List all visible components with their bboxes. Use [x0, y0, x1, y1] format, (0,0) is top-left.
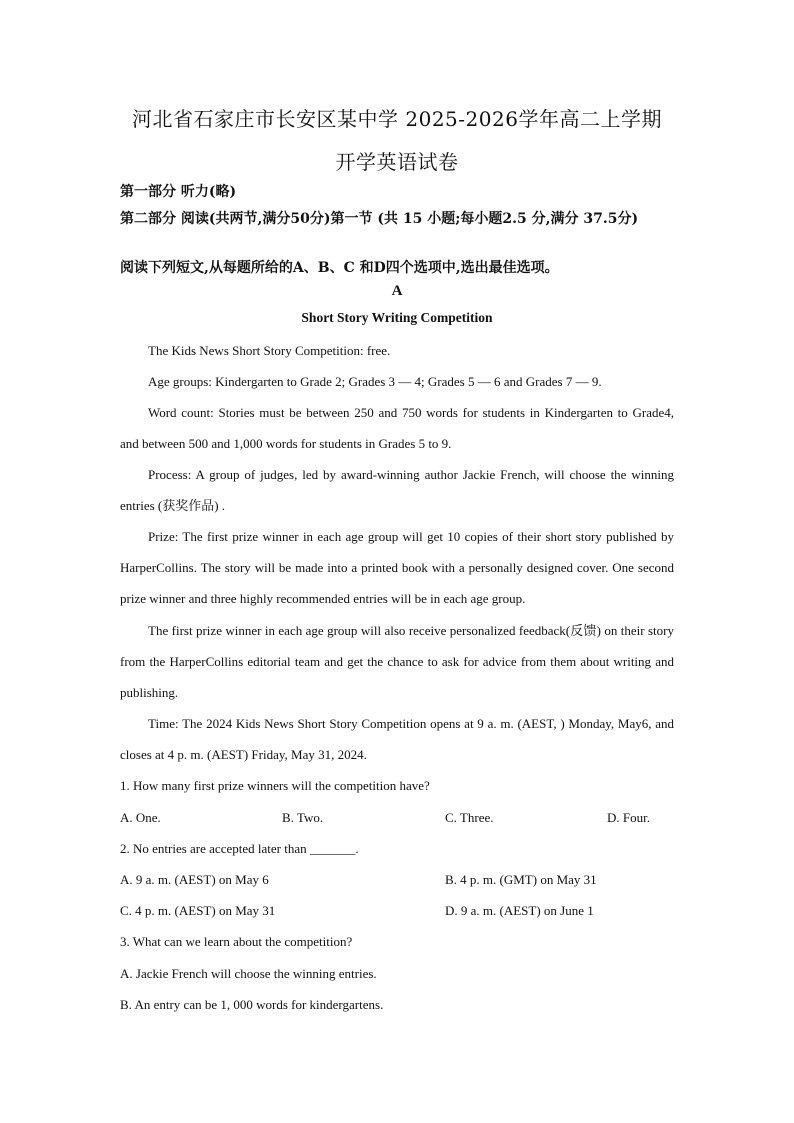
question-option: B. Two. — [282, 810, 324, 825]
section-part1-heading: 第一部分 听力(略) — [120, 184, 237, 200]
question-stem: 3. What can we learn about the competition? — [120, 934, 353, 949]
section-part2-heading: 第二部分 阅读(共两节,满分50分)第一节 (共 15 小题;每小题2.5 分,满分 37.5分) — [120, 211, 639, 227]
question-stem: 2. No entries are accepted later than _______. — [120, 841, 359, 856]
question-option: A. One. — [120, 810, 161, 825]
question-option: A. Jackie French will choose the winning entries. — [120, 966, 377, 981]
passage-letter: A — [391, 283, 403, 299]
question-stem: 1. How many first prize winners will the competition have? — [120, 778, 430, 793]
question-option: A. 9 a. m. (AEST) on May 6 — [120, 872, 269, 887]
question-option: D. Four. — [607, 810, 650, 825]
question-option: B. An entry can be 1, 000 words for kindergartens. — [120, 997, 384, 1012]
passage-paragraph: Time: The 2024 Kids News Short Story Competition opens at 9 a. m. (AEST, ) Monday, May6, and closes at 4 p. m. (AEST) Friday, May 31, 2024. — [120, 716, 674, 763]
exam-title-line2: 开学英语试卷 — [335, 150, 459, 174]
passage-title: Short Story Writing Competition — [301, 310, 493, 325]
passage-paragraph: Prize: The first prize winner in each age group will get 10 copies of their short story published by HarperCollins. The story will be made into a printed book with a personally designed cover. One second prize winner and three highly recommended entries will be in each age group. — [120, 529, 674, 607]
question-option: C. 4 p. m. (AEST) on May 31 — [120, 903, 276, 918]
passage-paragraph: Age groups: Kindergarten to Grade 2; Grades 3 — 4; Grades 5 — 6 and Grades 7 — 9. — [148, 374, 602, 389]
passage-paragraph: The first prize winner in each age group will also receive personalized feedback(反馈) on their story from the HarperCollins editorial team and get the chance to ask for advice from them about writing and publishing. — [120, 623, 674, 701]
section-instruction: 阅读下列短文,从每题所给的A、B、C 和D四个选项中,选出最佳选项。 — [120, 260, 559, 276]
question-option: B. 4 p. m. (GMT) on May 31 — [445, 872, 597, 887]
passage-paragraph: Word count: Stories must be between 250 and 750 words for students in Kindergarten to Grade4, and between 500 and 1,000 words for students in Grades 5 to 9. — [120, 405, 674, 452]
question-option: C. Three. — [445, 810, 494, 825]
passage-paragraph: Process: A group of judges, led by award-winning author Jackie French, will choose the winning entries (获奖作品) . — [120, 467, 674, 514]
passage-paragraph: The Kids News Short Story Competition: free. — [148, 343, 391, 358]
exam-title-line1: 河北省石家庄市长安区某中学 2025-2026学年高二上学期 — [132, 107, 662, 131]
question-option: D. 9 a. m. (AEST) on June 1 — [445, 903, 594, 918]
